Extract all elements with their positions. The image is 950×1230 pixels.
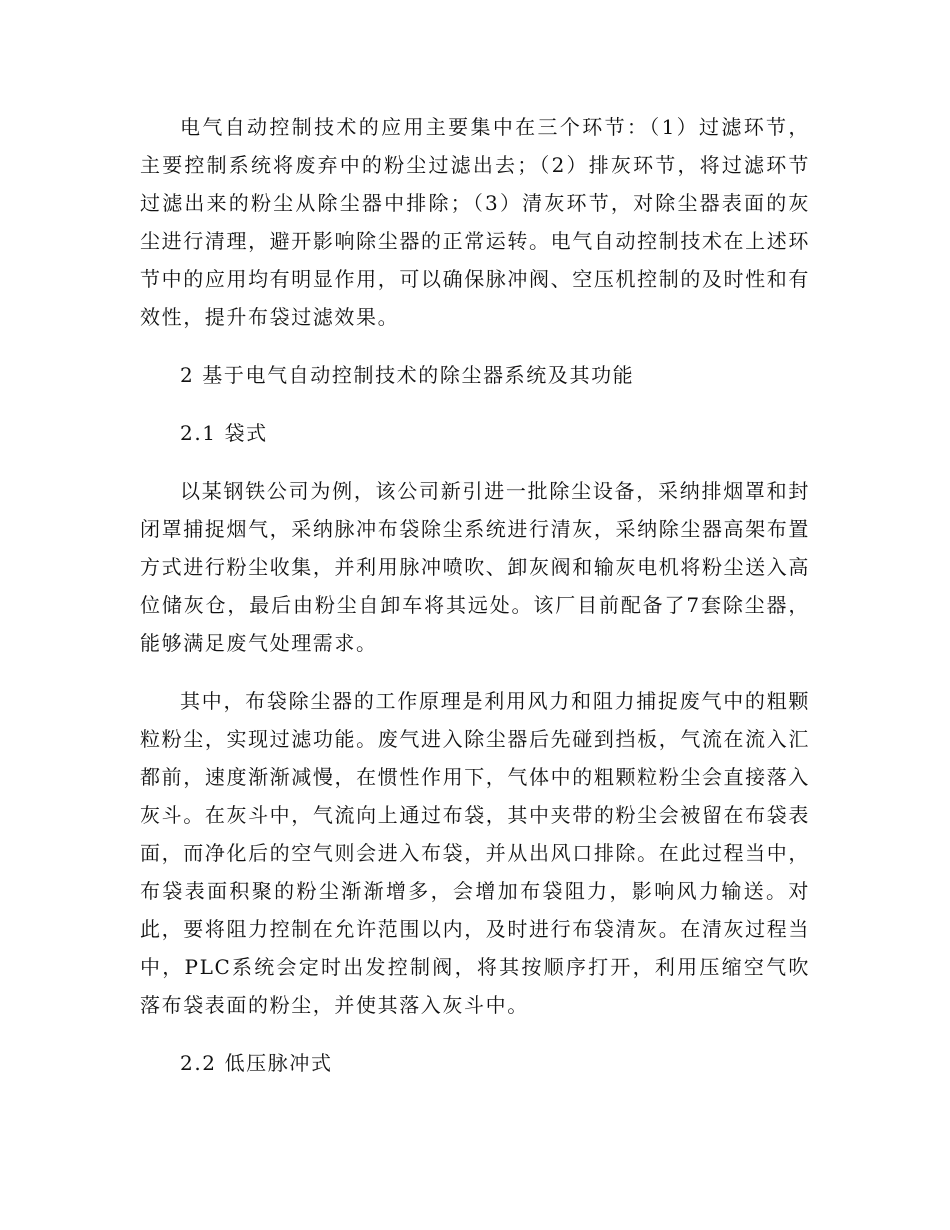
subsection-heading-2-1: 2.1 袋式 <box>180 421 268 445</box>
paragraph-steel-company-example: 以某钢铁公司为例，该公司新引进一批除尘设备，采纳排烟罩和封闭罩捕捉烟气，采纳脉冲布袋除尘系统进行清灰，采纳除尘器高架布置方式进行粉尘收集，并利用脉冲喷吹、卸灰阀和输灰电机将粉尘送入高位储灰仓，最后由粉尘自卸车将其远处。该厂目前配备了7套除尘器，能够满足废气处理需求。 <box>140 479 810 655</box>
section-heading-2: 2 基于电气自动控制技术的除尘器系统及其功能 <box>180 363 635 387</box>
paragraph-control-stages: 电气自动控制技术的应用主要集中在三个环节：（1）过滤环节，主要控制系统将废弃中的粉尘过滤出去；（2）排灰环节，将过滤环节过滤出来的粉尘从除尘器中排除；（3）清灰环节，对除尘器表面的灰尘进行清理，避开影响除尘器的正常运转。电气自动控制技术在上述环节中的应用均有明显作用，可以确保脉冲阀、空压机控制的及时性和有效性，提升布袋过滤效果。 <box>140 115 810 329</box>
subsection-heading-2-2: 2.2 低压脉冲式 <box>180 1051 333 1075</box>
paragraph-bag-filter-principle: 其中，布袋除尘器的工作原理是利用风力和阻力捕捉废气中的粗颗粒粉尘，实现过滤功能。废气进入除尘器后先碰到挡板，气流在流入汇都前，速度渐渐减慢，在惯性作用下，气体中的粗颗粒粉尘会直接落入灰斗。在灰斗中，气流向上通过布袋，其中夹带的粉尘会被留在布袋表面，而净化后的空气则会进入布袋，并从出风口排除。在此过程当中，布袋表面积聚的粉尘渐渐增多，会增加布袋阻力，影响风力输送。对此，要将阻力控制在允许范围以内，及时进行布袋清灰。在清灰过程当中，PLC系统会定时出发控制阀，将其按顺序打开，利用压缩空气吹落布袋表面的粉尘，并使其落入灰斗中。 <box>140 689 810 1017</box>
document-body <box>140 108 810 1102</box>
